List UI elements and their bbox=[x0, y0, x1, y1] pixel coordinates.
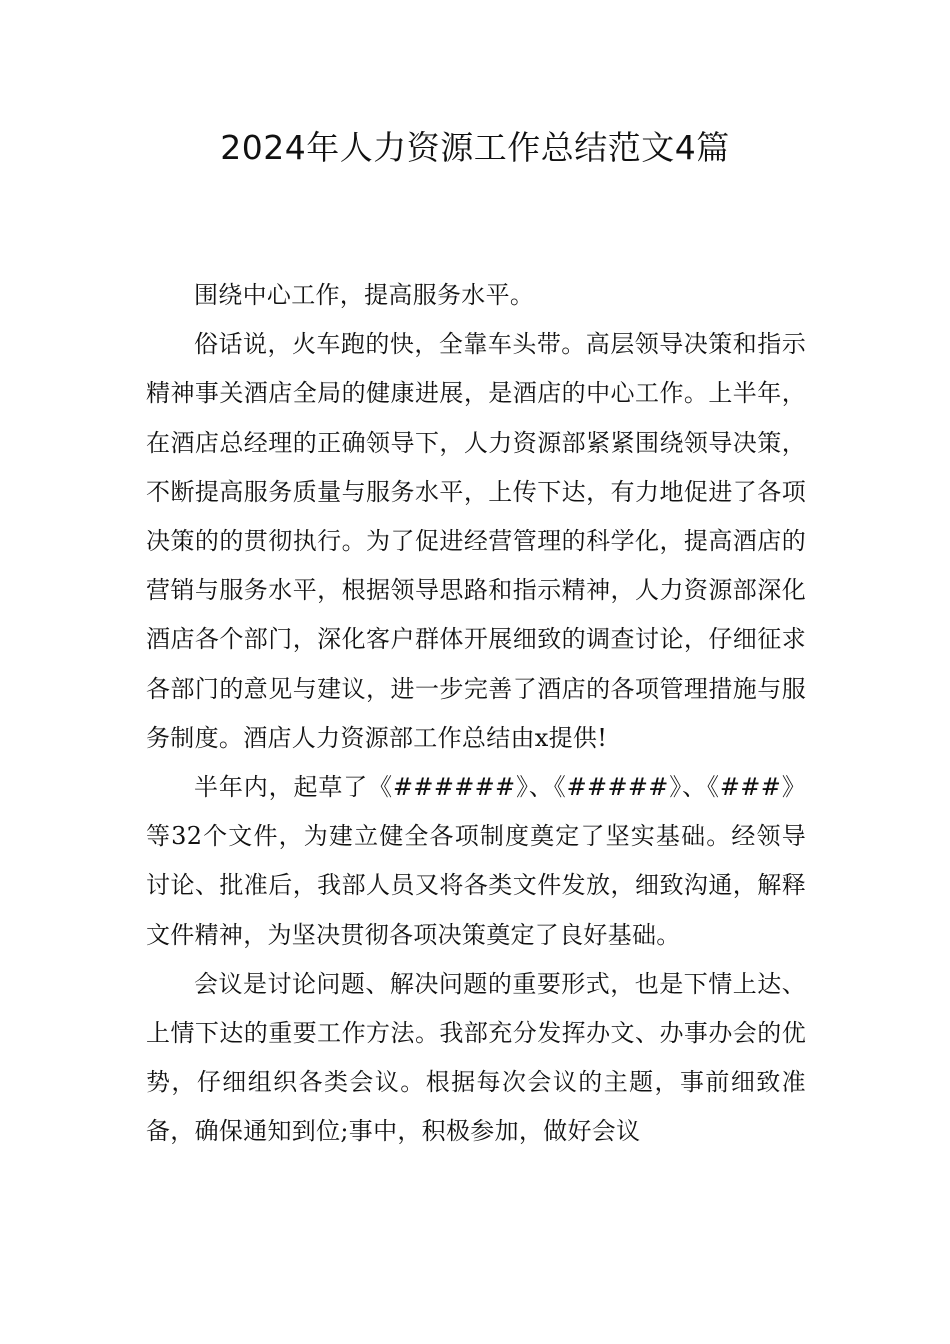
document-title: 2024年人力资源工作总结范文4篇 bbox=[220, 128, 730, 167]
paragraph-1: 围绕中心工作，提高服务水平。 bbox=[194, 281, 535, 309]
document-body bbox=[146, 271, 806, 1157]
paragraph-4: 会议是讨论问题、解决问题的重要形式，也是下情上达、上情下达的重要工作方法。我部充分发挥办文、办事办会的优势，仔细组织各类会议。根据每次会议的主题，事前细致准备，确保通知到位;事中，积极参加，做好会议 bbox=[146, 969, 806, 1146]
paragraph-2: 俗话说，火车跑的快，全靠车头带。高层领导决策和指示精神事关酒店全局的健康进展，是酒店的中心工作。上半年，在酒店总经理的正确领导下，人力资源部紧紧围绕领导决策，不断提高服务质量与服务水平，上传下达，有力地促进了各项决策的的贯彻执行。为了促进经营管理的科学化，提高酒店的营销与服务水平，根据领导思路和指示精神，人力资源部深化酒店各个部门，深化客户群体开展细致的调查讨论，仔细征求各部门的意见与建议，进一步完善了酒店的各项管理措施与服务制度。酒店人力资源部工作总结由x提供! bbox=[146, 330, 806, 752]
paragraph-3: 半年内，起草了《######》、《#####》、《###》等32个文件，为建立健全各项制度奠定了坚实基础。经领导讨论、批准后，我部人员又将各类文件发放，细致沟通，解释文件精神，为坚决贯彻各项决策奠定了良好基础。 bbox=[146, 773, 806, 949]
